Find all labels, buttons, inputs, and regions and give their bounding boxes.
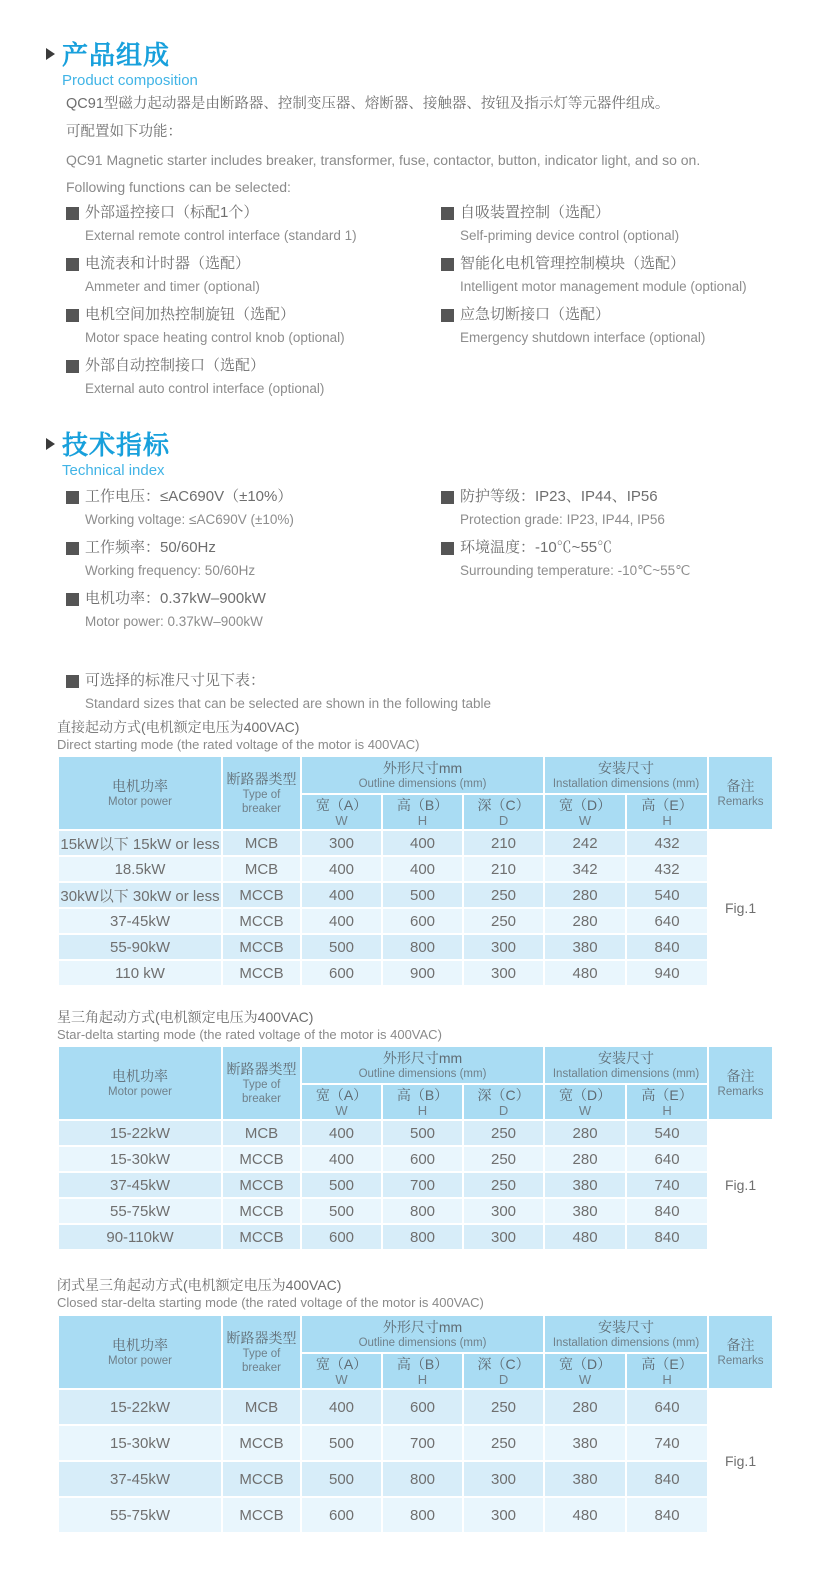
feature-en: Motor space heating control knob (optional) (85, 330, 345, 345)
table-cell: 280 (544, 908, 626, 934)
feature-zh: 外部遥控接口（标配1个） (85, 204, 259, 221)
spec-en: Working voltage: ≤AC690V (±10%) (85, 512, 294, 527)
table-cell: 300 (463, 934, 544, 960)
table-cell: 280 (544, 882, 626, 908)
table-cell: 500 (301, 1198, 382, 1224)
spec-item (66, 537, 441, 580)
feature-zh: 应急切断接口（选配） (460, 306, 611, 323)
direct-starting-table (57, 755, 774, 987)
spec-item (66, 486, 441, 529)
table-cell: 300 (463, 1461, 544, 1497)
table-cell: 640 (626, 1389, 708, 1425)
table-cell: 400 (301, 1120, 382, 1146)
note-en: Standard sizes that can be selected are shown in the following table (85, 696, 492, 711)
feature-en: Ammeter and timer (optional) (85, 279, 260, 294)
table-cell: 500 (301, 1172, 382, 1198)
composition-paragraphs (66, 95, 796, 205)
table-cell: 280 (544, 1120, 626, 1146)
table-remark-cell: Fig.1 (708, 830, 773, 986)
header-breaker-type: 断路器类型 Type of breaker (222, 1315, 301, 1389)
bullet-square-icon (66, 360, 79, 373)
header-height-b: 高（B） H (382, 794, 463, 830)
composition-paragraph-en: Following functions can be selected: (66, 179, 291, 195)
table-row (58, 1172, 773, 1198)
table-row (58, 1425, 773, 1461)
header-height-b: 高（B） H (382, 1353, 463, 1389)
table-cell: 800 (382, 1497, 463, 1533)
table-cell: 840 (626, 1497, 708, 1533)
header-installation-dimensions: 安装尺寸 Installation dimensions (mm) (544, 1046, 708, 1084)
header-width-a: 宽（A） W (301, 1353, 382, 1389)
table-cell: 500 (301, 1461, 382, 1497)
table-cell: 90-110kW (58, 1224, 222, 1250)
table-cell: 110 kW (58, 960, 222, 986)
table-cell: 18.5kW (58, 856, 222, 882)
table-row (58, 1389, 773, 1425)
header-installation-dimensions: 安装尺寸 Installation dimensions (mm) (544, 1315, 708, 1353)
spec-en: Working frequency: 50/60Hz (85, 563, 256, 578)
table-cell: 400 (301, 856, 382, 882)
table-cell: 540 (626, 882, 708, 908)
table-cell: 640 (626, 1146, 708, 1172)
table-row (58, 908, 773, 934)
header-width-d: 宽（D） W (544, 1353, 626, 1389)
table-cell: 600 (301, 1224, 382, 1250)
composition-paragraph-zh: 可配置如下功能： (66, 124, 182, 140)
table-row (58, 856, 773, 882)
table-cell: 800 (382, 1198, 463, 1224)
table-cell: 250 (463, 882, 544, 908)
feature-list (66, 202, 826, 406)
table-cell: MCCB (222, 1497, 301, 1533)
bullet-square-icon (66, 593, 79, 606)
table-cell: 500 (301, 934, 382, 960)
table-cell: 600 (382, 908, 463, 934)
table-cell: 800 (382, 934, 463, 960)
table-cell: 500 (301, 1425, 382, 1461)
standard-sizes-note (66, 670, 766, 713)
table-cell: MCCB (222, 908, 301, 934)
table-cell: 400 (382, 856, 463, 882)
table-cell: 280 (544, 1146, 626, 1172)
table-cell: 380 (544, 934, 626, 960)
table-cell: MCCB (222, 1461, 301, 1497)
feature-item (66, 253, 441, 296)
spec-en: Motor power: 0.37kW–900kW (85, 614, 263, 629)
table-cell: 500 (382, 882, 463, 908)
feature-zh: 电机空间加热控制旋钮（选配） (85, 306, 296, 323)
table-cell: 300 (463, 960, 544, 986)
table-cell: MCCB (222, 934, 301, 960)
feature-en: Emergency shutdown interface (optional) (460, 330, 706, 345)
feature-en: Intelligent motor management module (optional) (460, 279, 747, 294)
bullet-square-icon (66, 207, 79, 220)
closed-star-delta-table-body (58, 1389, 773, 1533)
bullet-square-icon (441, 491, 454, 504)
header-motor-power: 电机功率 Motor power (58, 1046, 222, 1120)
section-title-en: Product composition (62, 72, 198, 89)
table-cell: 15-30kW (58, 1146, 222, 1172)
table-cell: 400 (301, 1389, 382, 1425)
bullet-square-icon (441, 309, 454, 322)
bullet-square-icon (66, 675, 79, 688)
table-cell: MCCB (222, 882, 301, 908)
table-row (58, 1146, 773, 1172)
table-cell: 600 (382, 1146, 463, 1172)
composition-paragraph-zh: QC91型磁力起动器是由断路器、控制变压器、熔断器、接触器、按钮及指示灯等元器件组成。 (66, 96, 670, 112)
feature-en: External auto control interface (optional) (85, 381, 325, 396)
table-cell: 480 (544, 960, 626, 986)
header-breaker-type: 断路器类型 Type of breaker (222, 1046, 301, 1120)
table-cell: 400 (301, 1146, 382, 1172)
bullet-square-icon (441, 542, 454, 555)
header-outline-dimensions: 外形尺寸mm Outline dimensions (mm) (301, 1315, 544, 1353)
table-cell: 37-45kW (58, 1172, 222, 1198)
table-row (58, 1224, 773, 1250)
feature-en: External remote control interface (standard 1) (85, 228, 357, 243)
table-cell: 700 (382, 1172, 463, 1198)
feature-item (441, 253, 826, 296)
table-cell: 15kW以下 15kW or less (58, 830, 222, 856)
table-cell: 380 (544, 1172, 626, 1198)
feature-zh: 外部自动控制接口（选配） (85, 357, 266, 374)
table-cell: 800 (382, 1461, 463, 1497)
table-cell: 250 (463, 1120, 544, 1146)
table-cell: 480 (544, 1497, 626, 1533)
header-height-e: 高（E） H (626, 794, 708, 830)
table-cell: 700 (382, 1425, 463, 1461)
table-cell: 640 (626, 908, 708, 934)
table-cell: MCCB (222, 1146, 301, 1172)
feature-item (441, 202, 826, 245)
section-product-composition (46, 40, 198, 89)
feature-en: Self-priming device control (optional) (460, 228, 680, 243)
table-cell: 432 (626, 830, 708, 856)
table-cell: 840 (626, 934, 708, 960)
table-cell: 55-90kW (58, 934, 222, 960)
spec-zh: 环境温度：-10℃~55℃ (460, 539, 613, 556)
table-cell: 740 (626, 1425, 708, 1461)
star-delta-table-body (58, 1120, 773, 1250)
table-cell: MCB (222, 1389, 301, 1425)
header-motor-power: 电机功率 Motor power (58, 1315, 222, 1389)
header-remarks: 备注 Remarks (708, 1046, 773, 1120)
feature-item (66, 304, 441, 347)
table2-caption (57, 1008, 442, 1044)
table-cell: 250 (463, 1389, 544, 1425)
header-width-a: 宽（A） W (301, 1084, 382, 1120)
star-delta-table (57, 1045, 774, 1251)
table-cell: 250 (463, 1425, 544, 1461)
feature-zh: 智能化电机管理控制模块（选配） (460, 255, 686, 272)
table-cell: 740 (626, 1172, 708, 1198)
table-cell: MCB (222, 856, 301, 882)
table-cell: 210 (463, 856, 544, 882)
feature-item (66, 355, 441, 398)
spec-item (66, 588, 441, 631)
table-cell: MCB (222, 1120, 301, 1146)
table-cell: 600 (382, 1389, 463, 1425)
table-cell: 342 (544, 856, 626, 882)
table-cell: 840 (626, 1461, 708, 1497)
spec-zh: 防护等级：IP23、IP44、IP56 (460, 488, 658, 505)
table-cell: 300 (463, 1497, 544, 1533)
table-cell: 500 (382, 1120, 463, 1146)
table-row (58, 830, 773, 856)
table-row (58, 1120, 773, 1146)
table-cell: 600 (301, 960, 382, 986)
spec-zh: 电机功率：0.37kW–900kW (85, 590, 266, 607)
section-title-zh: 产品组成 (62, 40, 171, 70)
spec-column-right (441, 486, 826, 639)
table-cell: 250 (463, 908, 544, 934)
table-cell: MCCB (222, 1172, 301, 1198)
table-cell: 540 (626, 1120, 708, 1146)
table-row (58, 1497, 773, 1533)
header-depth-c: 深（C） D (463, 1353, 544, 1389)
table-cell: 15-30kW (58, 1425, 222, 1461)
header-height-e: 高（E） H (626, 1353, 708, 1389)
table-cell: 840 (626, 1224, 708, 1250)
header-depth-c: 深（C） D (463, 1084, 544, 1120)
table-caption-zh: 闭式星三角起动方式(电机额定电压为400VAC) (57, 1277, 342, 1293)
direct-starting-table-body (58, 830, 773, 986)
header-remarks: 备注 Remarks (708, 756, 773, 830)
table-cell: 37-45kW (58, 908, 222, 934)
table-cell: 380 (544, 1198, 626, 1224)
table-caption-en: Star-delta starting mode (the rated voltage of the motor is 400VAC) (57, 1027, 442, 1042)
table-cell: 300 (463, 1198, 544, 1224)
feature-zh: 电流表和计时器（选配） (85, 255, 251, 272)
feature-column-right (441, 202, 826, 406)
table-cell: MCCB (222, 1198, 301, 1224)
feature-column-left (66, 202, 441, 406)
table-cell: 15-22kW (58, 1389, 222, 1425)
table-cell: 300 (463, 1224, 544, 1250)
table-cell: 400 (301, 908, 382, 934)
table-row (58, 934, 773, 960)
table-cell: 400 (301, 882, 382, 908)
table1-caption (57, 718, 419, 754)
table-row (58, 1198, 773, 1224)
feature-item (441, 304, 826, 347)
table-remark-cell: Fig.1 (708, 1389, 773, 1533)
table-row (58, 960, 773, 986)
table-cell: 800 (382, 1224, 463, 1250)
composition-paragraph-en: QC91 Magnetic starter includes breaker, transformer, fuse, contactor, button, indicator light, and so on. (66, 152, 701, 168)
bullet-square-icon (66, 491, 79, 504)
table-cell: MCCB (222, 960, 301, 986)
feature-zh: 自吸装置控制（选配） (460, 204, 611, 221)
table-cell: MCCB (222, 1224, 301, 1250)
table-cell: 940 (626, 960, 708, 986)
header-height-e: 高（E） H (626, 1084, 708, 1120)
header-height-b: 高（B） H (382, 1084, 463, 1120)
spec-list (66, 486, 826, 639)
table-cell: 37-45kW (58, 1461, 222, 1497)
table-cell: 280 (544, 1389, 626, 1425)
table-row (58, 882, 773, 908)
header-outline-dimensions: 外形尺寸mm Outline dimensions (mm) (301, 1046, 544, 1084)
spec-item (441, 537, 826, 580)
table-caption-zh: 直接起动方式(电机额定电压为400VAC) (57, 719, 300, 735)
bullet-square-icon (441, 207, 454, 220)
table-cell: 600 (301, 1497, 382, 1533)
triangle-marker-icon (46, 48, 55, 60)
header-installation-dimensions: 安装尺寸 Installation dimensions (mm) (544, 756, 708, 794)
header-remarks: 备注 Remarks (708, 1315, 773, 1389)
table-caption-zh: 星三角起动方式(电机额定电压为400VAC) (57, 1009, 314, 1025)
note-zh: 可选择的标准尺寸见下表： (85, 672, 266, 689)
spec-item (441, 486, 826, 529)
closed-star-delta-table (57, 1314, 774, 1534)
section-technical-index (46, 430, 170, 479)
table3-caption (57, 1276, 484, 1312)
bullet-square-icon (66, 258, 79, 271)
header-width-a: 宽（A） W (301, 794, 382, 830)
table-cell: 480 (544, 1224, 626, 1250)
feature-item (66, 202, 441, 245)
table-cell: 380 (544, 1425, 626, 1461)
bullet-square-icon (66, 309, 79, 322)
table-cell: 432 (626, 856, 708, 882)
table-remark-cell: Fig.1 (708, 1120, 773, 1250)
header-width-d: 宽（D） W (544, 794, 626, 830)
table-cell: 55-75kW (58, 1198, 222, 1224)
header-breaker-type: 断路器类型 Type of breaker (222, 756, 301, 830)
section-title-en: Technical index (62, 462, 165, 479)
spec-zh: 工作电压：≤AC690V（±10%） (85, 488, 293, 505)
table-cell: 250 (463, 1146, 544, 1172)
table-cell: 400 (382, 830, 463, 856)
table-cell: 242 (544, 830, 626, 856)
table-cell: MCB (222, 830, 301, 856)
table-cell: 380 (544, 1461, 626, 1497)
table-cell: 300 (301, 830, 382, 856)
triangle-marker-icon (46, 438, 55, 450)
bullet-square-icon (66, 542, 79, 555)
spec-zh: 工作频率：50/60Hz (85, 539, 216, 556)
header-width-d: 宽（D） W (544, 1084, 626, 1120)
header-outline-dimensions: 外形尺寸mm Outline dimensions (mm) (301, 756, 544, 794)
spec-column-left (66, 486, 441, 639)
table-row (58, 1461, 773, 1497)
table-cell: 250 (463, 1172, 544, 1198)
spec-en: Protection grade: IP23, IP44, IP56 (460, 512, 665, 527)
header-depth-c: 深（C） D (463, 794, 544, 830)
table-cell: 210 (463, 830, 544, 856)
table-cell: 55-75kW (58, 1497, 222, 1533)
table-caption-en: Closed star-delta starting mode (the rated voltage of the motor is 400VAC) (57, 1295, 484, 1310)
table-cell: 900 (382, 960, 463, 986)
table-cell: 840 (626, 1198, 708, 1224)
header-motor-power: 电机功率 Motor power (58, 756, 222, 830)
table-cell: MCCB (222, 1425, 301, 1461)
bullet-square-icon (441, 258, 454, 271)
table-caption-en: Direct starting mode (the rated voltage of the motor is 400VAC) (57, 737, 420, 752)
table-cell: 30kW以下 30kW or less (58, 882, 222, 908)
table-cell: 15-22kW (58, 1120, 222, 1146)
spec-en: Surrounding temperature: -10℃~55℃ (460, 563, 691, 578)
section-title-zh: 技术指标 (62, 430, 171, 460)
